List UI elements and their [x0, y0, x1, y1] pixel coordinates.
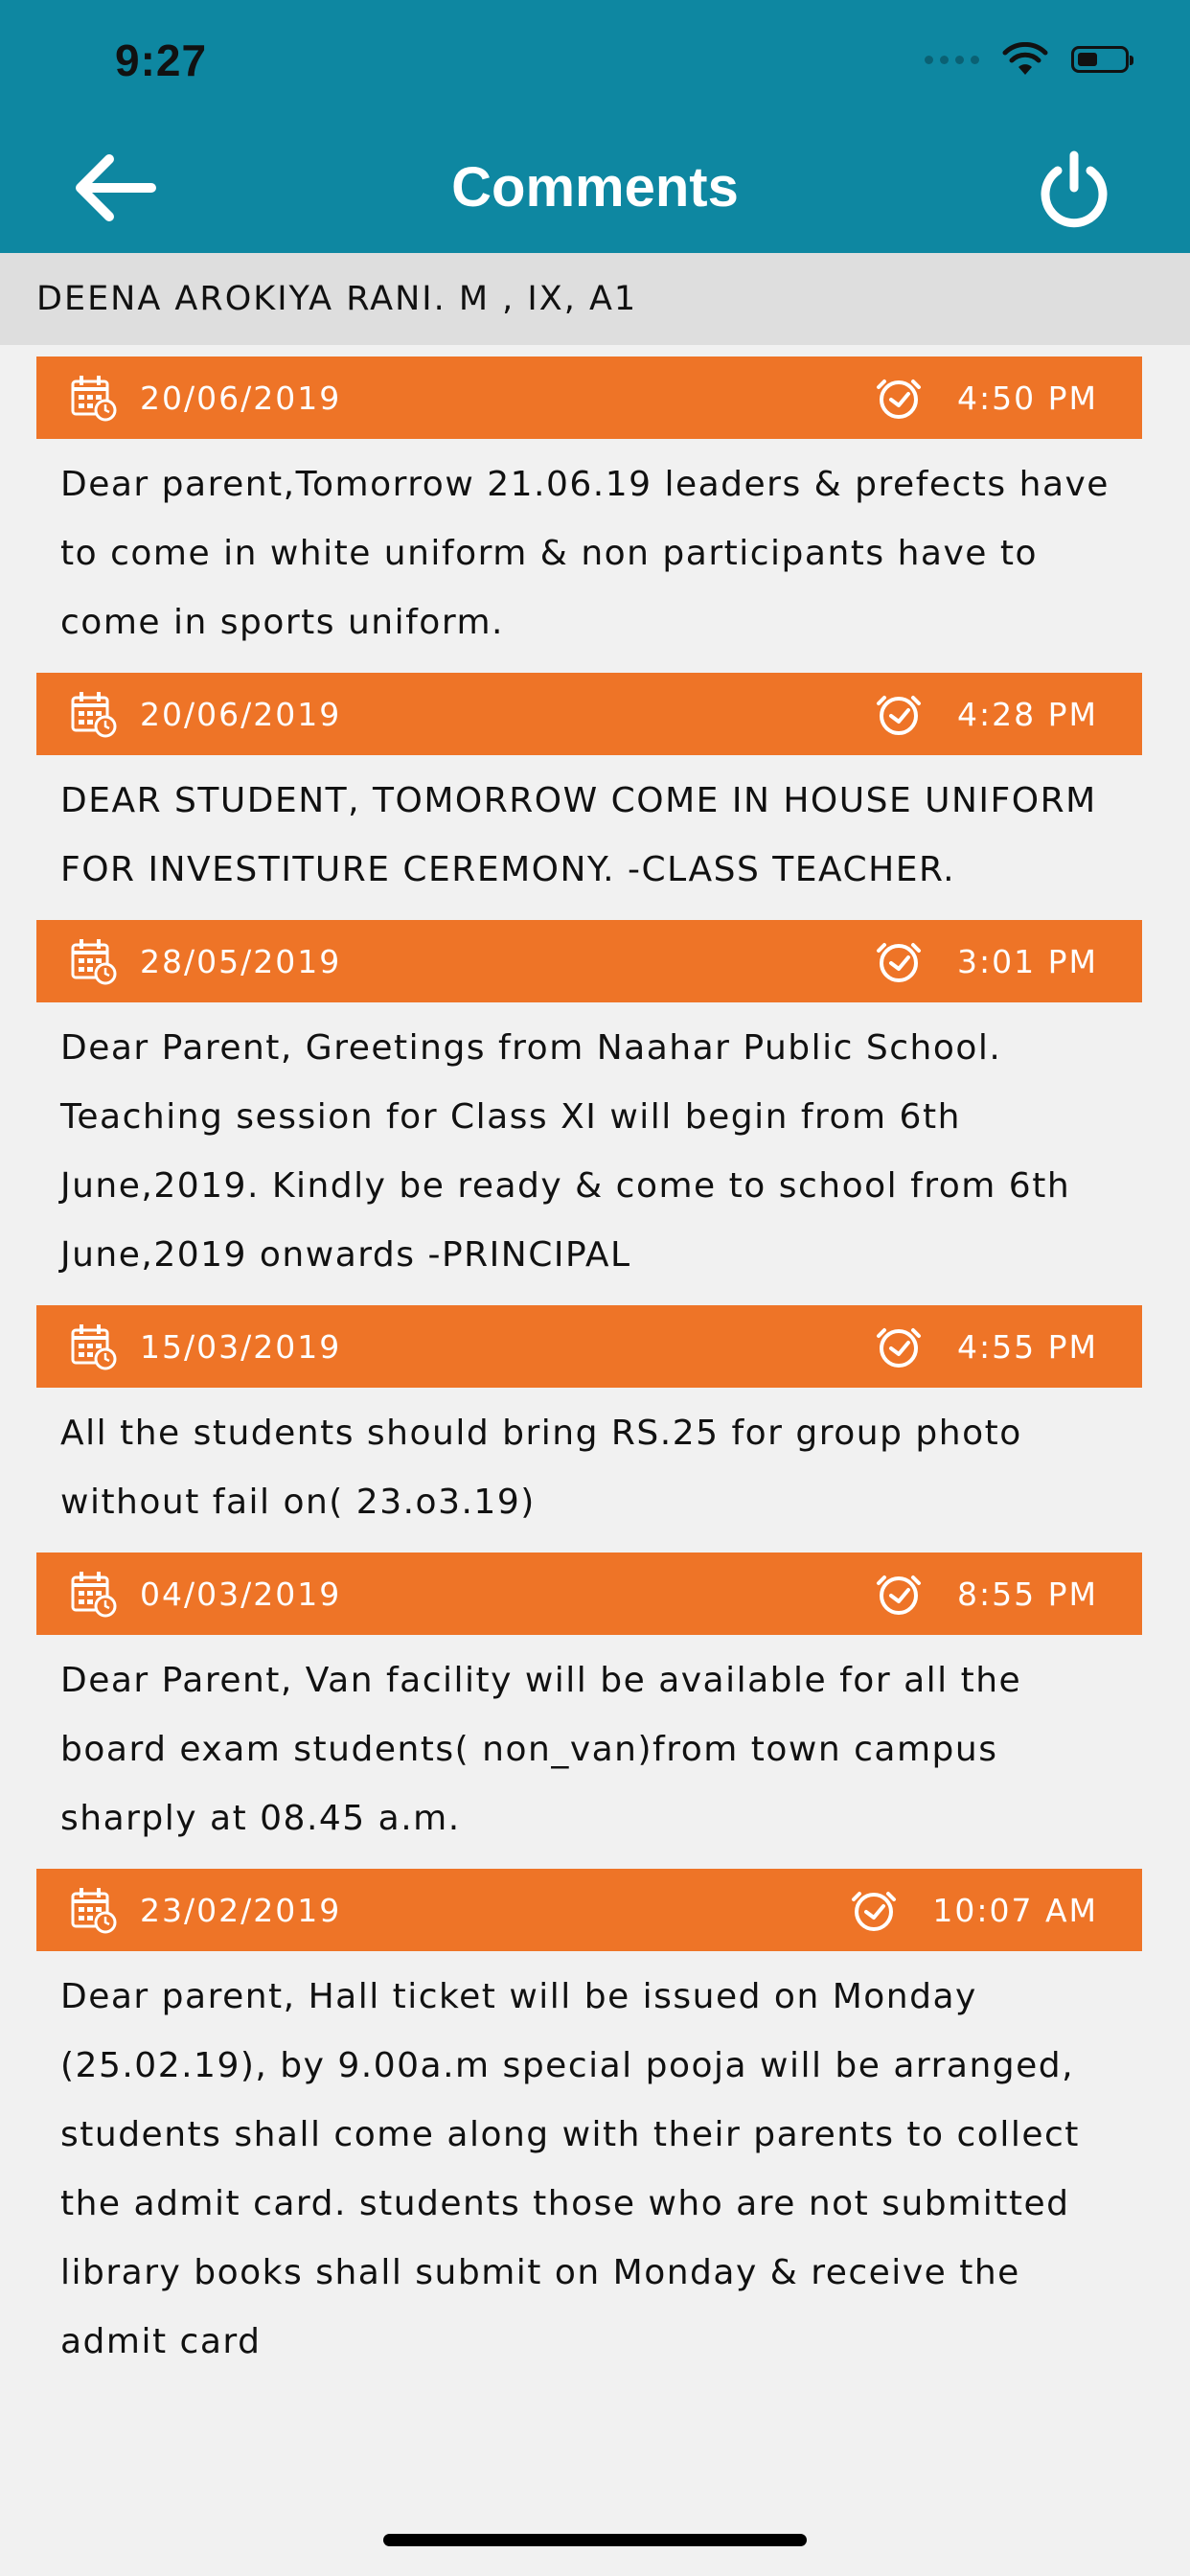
calendar-icon	[71, 374, 117, 422]
comment-item	[36, 356, 1142, 673]
comments-list	[36, 356, 1142, 2392]
calendar-icon	[71, 1322, 117, 1370]
comment-text: Dear Parent, Van facility will be available for all the board exam students( non_van)from town campus sharply at 08.45 a.m.	[60, 1661, 1022, 1838]
clock-icon	[875, 690, 923, 738]
comment-date: 23/02/2019	[140, 1891, 342, 1929]
comment-time: 10:07 AM	[932, 1891, 1098, 1929]
comment-header	[36, 1552, 1142, 1635]
clock-icon	[875, 937, 923, 985]
comment-header	[36, 1869, 1142, 1951]
comment-text: All the students should bring RS.25 for group photo without fail on( 23.o3.19)	[60, 1414, 1022, 1522]
comment-text: Dear parent,Tomorrow 21.06.19 leaders & prefects have to come in white uniform & non participants have to come in sports uniform.	[60, 465, 1110, 642]
comment-item	[36, 1552, 1142, 1869]
comment-time: 8:55 PM	[957, 1575, 1098, 1613]
comment-header	[36, 1305, 1142, 1388]
comment-date: 04/03/2019	[140, 1575, 342, 1613]
comment-header	[36, 673, 1142, 755]
comment-item	[36, 1869, 1142, 2392]
comment-time: 3:01 PM	[957, 942, 1098, 980]
comment-date: 20/06/2019	[140, 379, 342, 417]
comment-time: 4:55 PM	[957, 1327, 1098, 1366]
clock-icon	[875, 374, 923, 422]
student-info-bar: DEENA AROKIYA RANI. M , IX, A1	[0, 253, 1190, 345]
comment-item	[36, 673, 1142, 920]
comment-date: 28/05/2019	[140, 942, 342, 980]
status-time: 9:27	[115, 35, 208, 85]
app-header	[0, 0, 1190, 253]
comment-time: 4:28 PM	[957, 695, 1098, 733]
power-icon[interactable]	[1035, 150, 1113, 228]
cellular-signal-icon	[925, 56, 979, 64]
clock-icon	[875, 1322, 923, 1370]
comment-header	[36, 920, 1142, 1002]
wifi-icon	[1002, 42, 1048, 77]
calendar-icon	[71, 1886, 117, 1934]
comment-time: 4:50 PM	[957, 379, 1098, 417]
comment-text: Dear Parent, Greetings from Naahar Public School. Teaching session for Class XI will begin from 6th June,2019. Kindly be ready & come to school from 6th June,2019 onwards -PRINCIPAL	[60, 1028, 1071, 1275]
status-indicators	[925, 42, 1129, 77]
calendar-icon	[71, 937, 117, 985]
clock-icon	[850, 1886, 898, 1934]
clock-icon	[875, 1570, 923, 1618]
comment-text: DEAR STUDENT, TOMORROW COME IN HOUSE UNIFORM FOR INVESTITURE CEREMONY. -CLASS TEACHER.	[60, 781, 1097, 889]
home-indicator[interactable]	[383, 2534, 807, 2546]
calendar-icon	[71, 1570, 117, 1618]
calendar-icon	[71, 690, 117, 738]
comment-item	[36, 1305, 1142, 1552]
comment-item	[36, 920, 1142, 1305]
battery-icon	[1071, 46, 1129, 73]
page-title: Comments	[451, 156, 739, 218]
comment-header	[36, 356, 1142, 439]
comment-text: Dear parent, Hall ticket will be issued on Monday (25.02.19), by 9.00a.m special pooja will be arranged, students shall come along with their parents to collect the admit card. students those who are not submitted library books shall submit on Monday & receive the admit card	[60, 1977, 1080, 2361]
comment-date: 20/06/2019	[140, 695, 342, 733]
comment-date: 15/03/2019	[140, 1327, 342, 1366]
